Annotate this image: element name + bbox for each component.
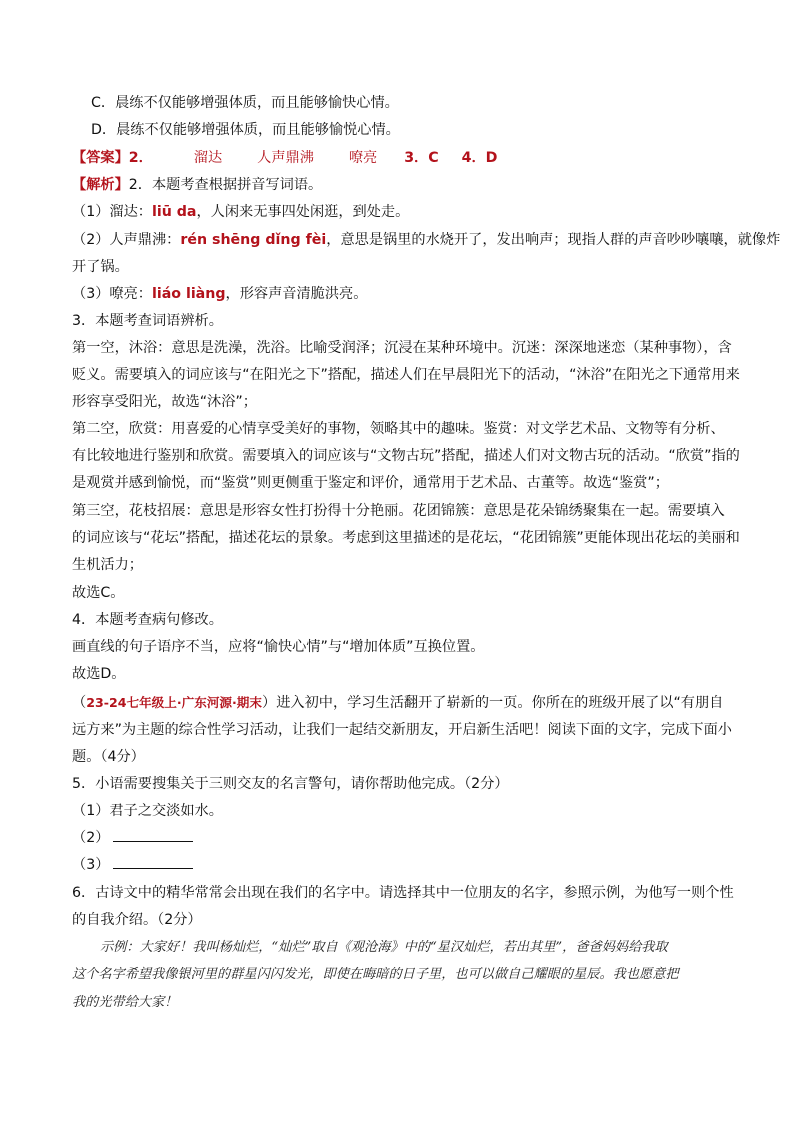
item-3-head: （3）嘹亮： [72,286,152,302]
q4-intro: 4．本题考查病句修改。 [72,612,223,628]
answer-word-1: 溜达 [193,150,223,166]
item-2-head: （2）人声鼎沸： [72,232,181,248]
q6-prompt-line-2: 的自我介绍。（2分） [72,912,202,928]
q5-prompt: 5．小语需要搜集关于三则交友的名言警句，请你帮助他完成。（2分） [72,776,509,792]
answer-label: 【答案】 [72,150,129,166]
item-1-pinyin: liū da [151,204,197,220]
q3-para-2-line-1: 第二空，欣赏：用喜爱的心情享受美好的事物，领略其中的趣味。鉴赏：对文学艺术品、文物等有分析、 [72,421,725,437]
q4-body: 画直线的句子语序不当，应将“愉快心情”与“增加体质”互换位置。 [72,639,485,655]
item-2-rest: ，意思是锅里的水烧开了，发出响声；现指人群的声音吵吵嚷嚷，就像炸 [326,232,781,248]
answer-word-3: 嘹亮 [348,150,378,166]
q6-prompt-line-1: 6．古诗文中的精华常常会出现在我们的名字中。请选择其中一位朋友的名字，参照示例，为他写一则个性 [72,885,734,901]
item-3-rest: ，形容声音清脆洪亮。 [225,286,368,302]
option-d: D．晨练不仅能够增强体质，而且能够愉悦心情。 [91,122,400,138]
q4-conclusion: 故选D。 [72,666,126,682]
q5-item-2-label: （2） [72,830,110,846]
passage-paren-open: （ [72,695,87,711]
q3-intro: 3．本题考查词语辨析。 [72,313,223,329]
answer-q4: 4．D [461,150,498,166]
analysis-intro-text: 2．本题考查根据拼音写词语。 [128,177,323,193]
analysis-item-1 [72,199,732,226]
q6-example-line-2: 这个名字希望我像银河里的群星闪闪发光，即使在晦暗的日子里，也可以做自己耀眼的星辰。我也愿意把 [72,967,679,982]
analysis-intro [72,172,732,199]
item-1-rest: ，人闲来无事四处闲逛，到处走。 [196,204,410,220]
answer-q3: 3．C [404,150,439,166]
item-2-pinyin: rén shēng dǐng fèi [180,232,327,248]
q3-para-1-line-1: 第一空，沐浴：意思是洗澡，洗浴。比喻受润泽；沉浸在某种环境中。沉迷：深深地迷恋（某种事物），含 [72,340,732,356]
q3-para-2-line-3: 是观赏并感到愉悦，而“鉴赏”则更侧重于鉴定和评价，通常用于艺术品、古董等。故选“鉴赏”； [72,475,669,491]
answer-q2: 2． [128,150,153,166]
answer-line [72,145,732,172]
q5-item-3 [72,852,732,879]
q3-para-1-line-2: 贬义。需要填入的词应该与“在阳光之下”搭配，描述人们在早晨阳光下的活动，“沐浴”在阳光之下通常用来 [72,367,740,383]
q5-item-3-blank[interactable] [113,854,193,869]
q3-para-3-line-3: 生机活力； [72,557,143,573]
q3-para-1-line-3: 形容享受阳光，故选“沐浴”； [72,394,257,410]
q3-conclusion: 故选C。 [72,585,125,601]
item-3-pinyin: liáo liàng [151,286,226,302]
passage-line-3: 题。（4分） [72,749,145,765]
q3-para-3-line-2: 的词应该与“花坛”搭配，描述花坛的景象。考虑到这里描述的是花坛，“花团锦簇”更能体现出花坛的美丽和 [72,530,740,546]
answer-word-2: 人声鼎沸 [257,150,314,166]
passage-line-1-rest: ）进入初中，学习生活翻开了崭新的一页。你所在的班级开展了以“有朋自 [262,695,724,711]
analysis-item-2-cont: 开了锅。 [72,259,129,275]
q5-item-2 [72,825,732,852]
passage-line-2: 远方来”为主题的综合性学习活动，让我们一起结交新朋友，开启新生活吧！阅读下面的文字，完成下面小 [72,722,732,738]
q6-example-line-3: 我的光带给大家！ [72,995,178,1010]
passage-line-1 [72,689,732,717]
q5-item-3-label: （3） [72,857,110,873]
item-1-head: （1）溜达： [72,204,152,220]
q5-item-2-blank[interactable] [113,827,193,842]
analysis-item-2 [72,227,781,254]
q6-example-line-1: 示例：大家好！我叫杨灿烂，“灿烂”取自《观沧海》中的“星汉灿烂，若出其里”，爸爸妈妈给我取 [100,940,668,955]
analysis-label: 【解析】 [72,177,129,193]
q5-item-1: （1）君子之交淡如水。 [72,803,223,819]
q3-para-2-line-2: 有比较地进行鉴别和欣赏。需要填入的词应该与“文物古玩”搭配，描述人们对文物古玩的活动。“欣赏”指的 [72,448,740,464]
option-c: C．晨练不仅能够增强体质，而且能够愉快心情。 [91,95,399,111]
passage-source: 23-24七年级上·广东河源·期末 [86,695,262,710]
analysis-item-3 [72,281,732,308]
q3-para-3-line-1: 第三空，花枝招展：意思是形容女性打扮得十分艳丽。花团锦簇：意思是花朵锦绣聚集在一起。需要填入 [72,503,725,519]
